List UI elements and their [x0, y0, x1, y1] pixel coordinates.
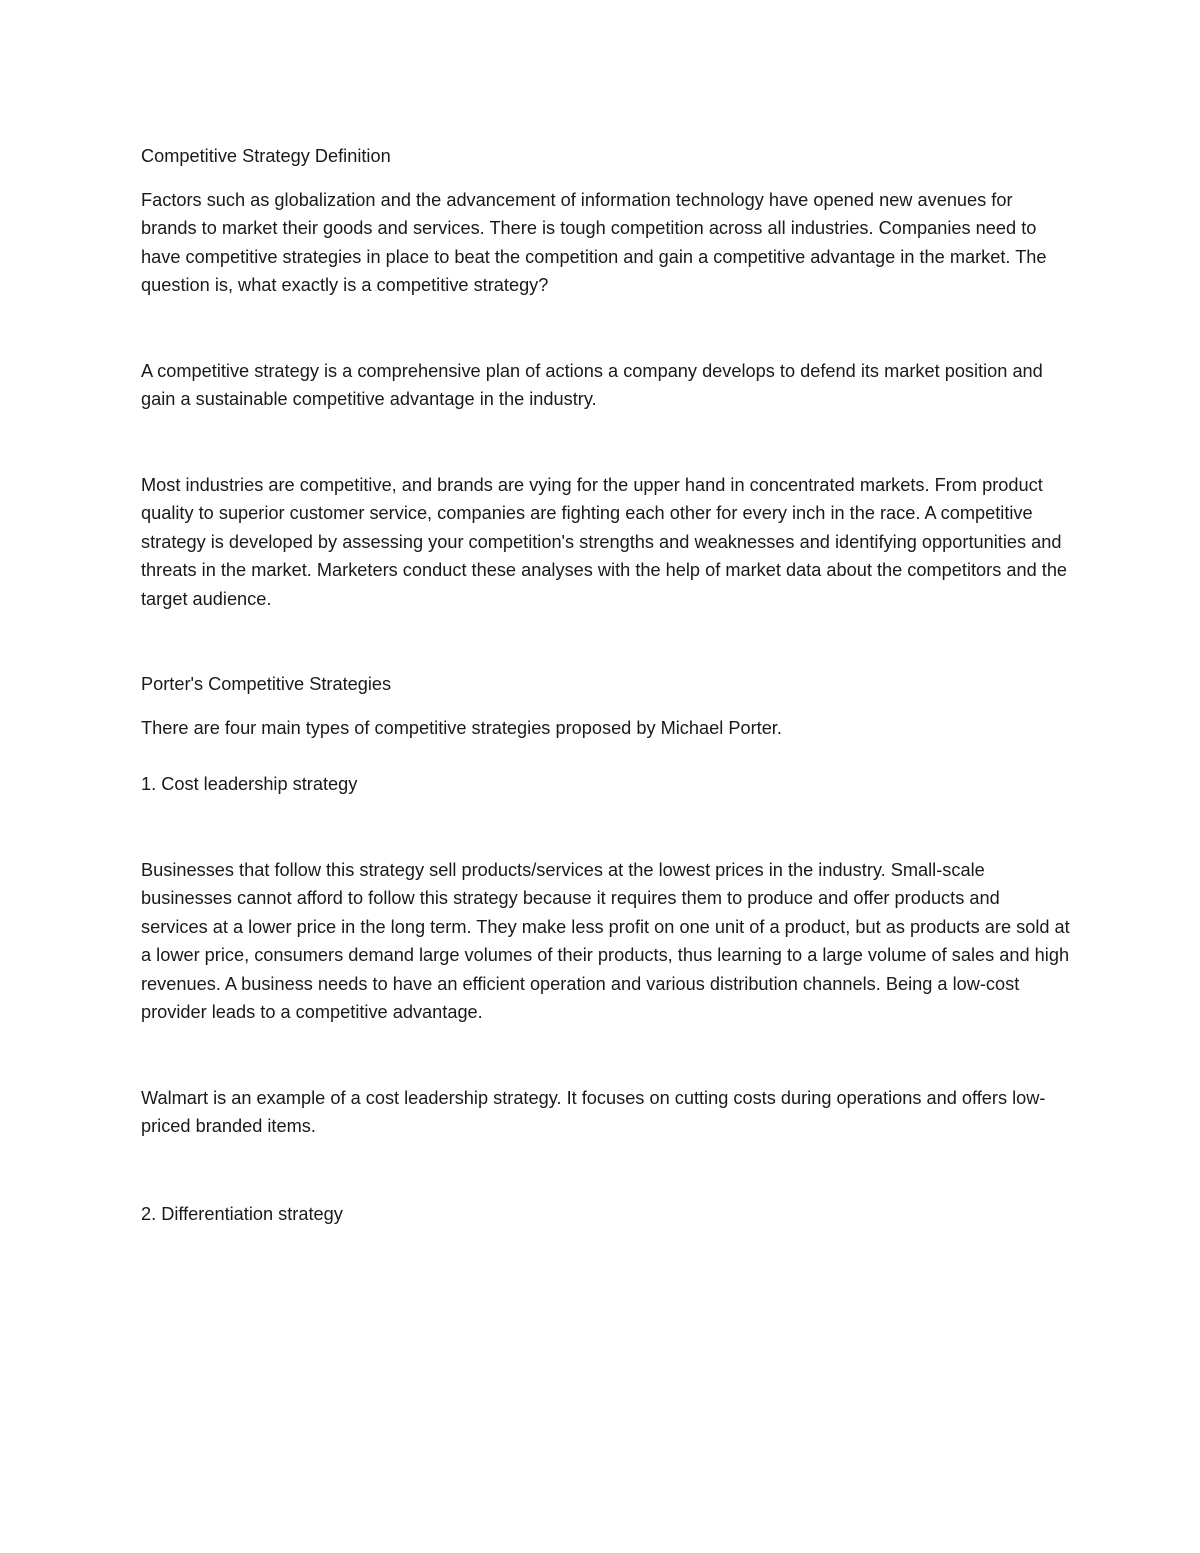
- paragraph-definition: A competitive strategy is a comprehensive plan of actions a company develops to defend its market position and gain a sustainable competitive advantage in the industry.: [141, 360, 1043, 409]
- list-item-cost-leadership: 1. Cost leadership strategy: [141, 774, 358, 794]
- paragraph-walmart-example: Walmart is an example of a cost leadership strategy. It focuses on cutting costs during operations and offers low-priced branded items.: [141, 1087, 1046, 1136]
- paragraph-four-types: There are four main types of competitive strategies proposed by Michael Porter.: [141, 717, 782, 738]
- paragraph-industries: Most industries are competitive, and brands are vying for the upper hand in concentrated markets. From product quality to superior customer service, companies are fighting each other for every inch in the race. A competitive strategy is developed by assessing your competition's strengths and weaknesses and identifying opportunities and threats in the market. Marketers conduct these analyses with the help of market data about the competitors and the target audience.: [141, 474, 1068, 609]
- section-heading-porter: Porter's Competitive Strategies: [141, 674, 392, 694]
- document-body: [141, 142, 1071, 1228]
- list-item-differentiation: 2. Differentiation strategy: [141, 1203, 343, 1224]
- section-heading-definition: Competitive Strategy Definition: [141, 146, 391, 166]
- paragraph-intro: Factors such as globalization and the advancement of information technology have opened new avenues for brands to market their goods and services. There is tough competition across all industries. Companies need to have competitive strategies in place to beat the competition and gain a competitive advantage in the market. The question is, what exactly is a competitive strategy?: [141, 189, 1047, 295]
- paragraph-cost-leadership: Businesses that follow this strategy sell products/services at the lowest prices in the industry. Small-scale businesses cannot afford to follow this strategy because it requires them to produce and offer products and services at a lower price in the long term. They make less profit on one unit of a product, but as products are sold at a lower price, consumers demand large volumes of their products, thus learning to a large volume of sales and high revenues. A business needs to have an efficient operation and various distribution channels. Being a low-cost provider leads to a competitive advantage.: [141, 859, 1070, 1022]
